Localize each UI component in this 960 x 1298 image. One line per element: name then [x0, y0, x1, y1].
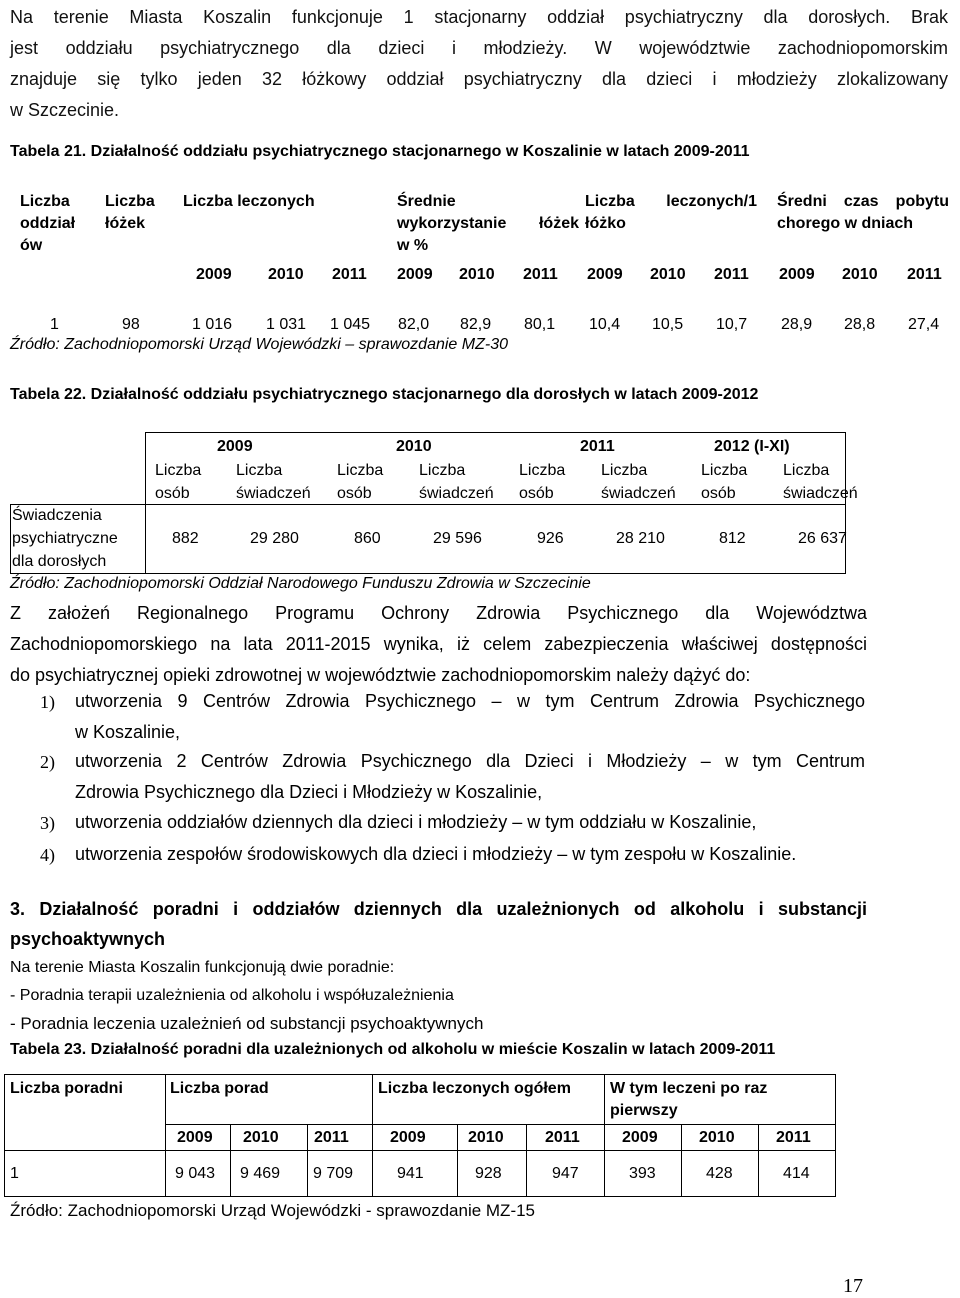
t23-h-pierwszy-raz: W tym leczeni po raz pierwszy [610, 1080, 768, 1119]
t23-border [457, 1124, 458, 1197]
t21-year: 2011 [714, 266, 749, 283]
t21-year: 2010 [650, 266, 686, 283]
t21-year: 2009 [196, 266, 232, 283]
t23-year: 2010 [243, 1129, 279, 1146]
intro-line-2: jest oddziału psychiatrycznego dla dzieci i młodzieży. W województwie zachodniopomorskim [10, 38, 948, 58]
table22-caption: Tabela 22. Działalność oddziału psychiatrycznego stacjonarnego dla dorosłych w latach 2009-2012 [10, 386, 759, 403]
t21-cell: 1 045 [330, 316, 371, 333]
t21-year: 2011 [332, 266, 367, 283]
t23-border [758, 1124, 759, 1197]
page-number: 17 [843, 1275, 863, 1297]
t22-subheader: Liczba świadczeń [783, 462, 858, 502]
t23-cell: 928 [475, 1165, 502, 1182]
program-line-3: do psychiatrycznej opieki zdrowotnej w województwie zachodniopomorskim należy dążyć do: [10, 665, 751, 685]
section3-intro: Na terenie Miasta Koszalin funkcjonują dwie poradnie: [10, 959, 395, 976]
t23-border [835, 1074, 836, 1197]
table23-source: Źródło: Zachodniopomorski Urząd Wojewódzki - sprawozdanie MZ-15 [10, 1201, 536, 1220]
table23-caption: Tabela 23. Działalność poradni dla uzależnionych od alkoholu w mieście Koszalin w latach 2009-2011 [10, 1041, 776, 1058]
t23-border [4, 1196, 836, 1197]
t22-cell: 29 280 [250, 530, 299, 547]
t23-border [681, 1124, 682, 1197]
list-item-number: 2) [40, 752, 55, 772]
t21-h-czas-pobytu: Średni czas pobytu chorego w dniach [777, 193, 949, 232]
t22-cell: 812 [719, 530, 746, 547]
t23-cell: 414 [783, 1165, 810, 1182]
t21-cell: 82,0 [398, 316, 430, 333]
intro-line-3: znajduje się tylko jeden 32 łóżkowy oddział psychiatryczny dla dzieci i młodzieży zlokalizowany [10, 69, 948, 89]
list-item: utworzenia oddziałów dziennych dla dzieci i młodzieży – w tym oddziału w Koszalinie, [75, 812, 757, 832]
t23-cell: 9 469 [240, 1165, 281, 1182]
t21-cell: 28,8 [844, 316, 876, 333]
t23-year: 2009 [177, 1129, 213, 1146]
program-paragraph [10, 598, 867, 691]
t22-cell: 860 [354, 530, 381, 547]
t21-cell: 27,4 [908, 316, 940, 333]
program-line-2: Zachodniopomorskiego na lata 2011-2015 wynika, iż celem zabezpieczenia właściwej dostępności [10, 634, 867, 654]
t23-border [230, 1124, 231, 1197]
intro-line-4: w Szczecinie. [10, 100, 120, 120]
section3-bullet-1: - Poradnia terapii uzależnienia od alkoholu i współuzależnienia [10, 987, 454, 1004]
list-item-number: 3) [40, 813, 55, 833]
intro-paragraph [10, 2, 948, 126]
t23-cell: 393 [629, 1165, 656, 1182]
t21-year: 2010 [842, 266, 878, 283]
t21-cell: 80,1 [524, 316, 556, 333]
t22-year: 2011 [580, 438, 615, 455]
t23-year: 2011 [776, 1129, 811, 1146]
t22-subheader: Liczba świadczeń [236, 462, 311, 502]
t23-border [4, 1150, 836, 1151]
t23-year: 2011 [314, 1129, 349, 1146]
t23-cell: 947 [552, 1165, 579, 1182]
list-item-number: 4) [40, 845, 55, 865]
t21-year: 2009 [779, 266, 815, 283]
t23-border [165, 1074, 166, 1197]
t22-border [10, 504, 11, 574]
t22-year: 2012 (I-XI) [714, 438, 790, 455]
list-item: utworzenia zespołów środowiskowych dla dzieci i młodzieży – w tym zespołu w Koszalinie. [75, 844, 797, 864]
t23-border [526, 1124, 527, 1197]
t22-subheader: Liczba osób [337, 462, 384, 502]
t21-year: 2009 [397, 266, 433, 283]
table22-source: Źródło: Zachodniopomorski Oddział Narodowego Funduszu Zdrowia w Szczecinie [10, 575, 591, 592]
section3-title: 3. Działalność poradni i oddziałów dziennych dla uzależnionych od alkoholu i substancji psychoaktywnych [10, 899, 867, 949]
t21-cell: 98 [122, 316, 140, 333]
table21-caption: Tabela 21. Działalność oddziału psychiatrycznego stacjonarnego w Koszalinie w latach 2009-2011 [10, 143, 750, 160]
t21-cell: 10,4 [589, 316, 621, 333]
t21-year: 2010 [459, 266, 495, 283]
list-item: utworzenia 9 Centrów Zdrowia Psychicznego – w tym Centrum Zdrowia Psychicznego w Koszalinie, [75, 691, 865, 742]
t23-border [4, 1074, 5, 1197]
t22-cell: 26 637 [798, 530, 847, 547]
t21-cell: 10,5 [652, 316, 684, 333]
t22-row-label: Świadczenia psychiatryczne dla dorosłych [12, 507, 118, 570]
t22-border [10, 573, 846, 574]
list-item: utworzenia 2 Centrów Zdrowia Psychicznego dla Dzieci i Młodzieży – w tym Centrum Zdrowia Psychicznego dla Dzieci i Młodzieży w Koszalinie, [75, 751, 865, 802]
t21-year: 2011 [523, 266, 558, 283]
intro-line-1: Na terenie Miasta Koszalin funkcjonuje 1 stacjonarny oddział psychiatryczny dla dorosłych. Brak [10, 7, 948, 27]
t22-subheader: Liczba osób [519, 462, 566, 502]
t21-cell: 82,9 [460, 316, 492, 333]
t21-h-oddzialy: Liczba oddział ów [20, 193, 76, 254]
t23-year: 2010 [468, 1129, 504, 1146]
t21-year: 2011 [907, 266, 942, 283]
t23-cell: 1 [10, 1165, 19, 1182]
t21-cell: 1 031 [266, 316, 307, 333]
table21-source: Źródło: Zachodniopomorski Urząd Wojewódzki – sprawozdanie MZ-30 [10, 336, 508, 353]
t22-year: 2009 [217, 438, 253, 455]
t22-subheader: Liczba osób [155, 462, 202, 502]
t22-year: 2010 [396, 438, 432, 455]
t21-h-leczeni: Liczba leczonych [183, 193, 315, 210]
t22-cell: 926 [537, 530, 564, 547]
t22-cell: 28 210 [616, 530, 665, 547]
t22-border [145, 432, 846, 433]
t21-cell: 1 016 [192, 316, 233, 333]
t21-cell: 28,9 [781, 316, 813, 333]
t23-year: 2011 [545, 1129, 580, 1146]
t22-border [145, 432, 146, 574]
t22-subheader: Liczba świadczeń [419, 462, 494, 502]
t21-h-leczeni-na-lozko: Liczba leczonych/1 łóżko [585, 193, 757, 232]
t21-h-lozka: Liczba łóżek [105, 193, 155, 232]
list-item-number: 1) [40, 692, 55, 712]
t22-cell: 29 596 [433, 530, 482, 547]
t22-subheader: Liczba świadczeń [601, 462, 676, 502]
t21-year: 2009 [587, 266, 623, 283]
t23-h-porady: Liczba porad [170, 1080, 269, 1097]
t22-subheader: Liczba osób [701, 462, 748, 502]
t23-border [372, 1074, 373, 1197]
t22-cell: 882 [172, 530, 199, 547]
t23-cell: 941 [397, 1165, 424, 1182]
t23-cell: 428 [706, 1165, 733, 1182]
t23-cell: 9 709 [313, 1165, 354, 1182]
t23-year: 2009 [390, 1129, 426, 1146]
t23-h-leczeni: Liczba leczonych ogółem [378, 1080, 571, 1097]
t21-cell: 1 [50, 316, 59, 333]
t21-h-wykorzystanie: Średnie wykorzystanie łóżek w % [397, 193, 579, 254]
t23-border [165, 1124, 836, 1125]
t21-year: 2010 [268, 266, 304, 283]
t23-border [4, 1074, 836, 1075]
section3-bullet-2: - Poradnia leczenia uzależnień od substancji psychoaktywnych [10, 1014, 484, 1033]
t23-border [307, 1124, 308, 1197]
t23-h-poradnie: Liczba poradni [10, 1080, 123, 1097]
program-line-1: Z założeń Regionalnego Programu Ochrony Zdrowia Psychicznego dla Województwa [10, 603, 867, 623]
t23-cell: 9 043 [175, 1165, 216, 1182]
t23-year: 2010 [699, 1129, 735, 1146]
t21-cell: 10,7 [716, 316, 748, 333]
t23-year: 2009 [622, 1129, 658, 1146]
t23-border [604, 1074, 605, 1197]
